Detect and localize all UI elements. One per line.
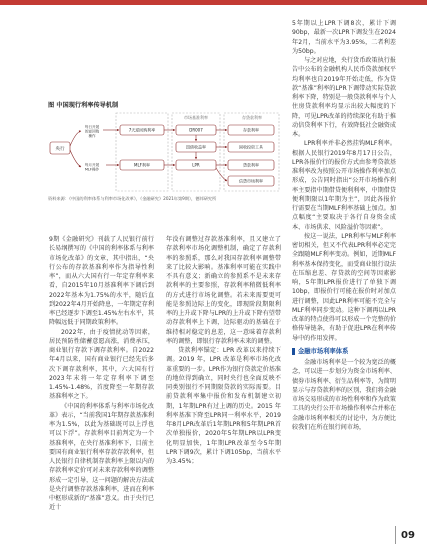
- paragraph: 与之对应地，央行货币政策执行报告中公布的金融机构人民币贷款加权平均利率也自2019年开始走低，作为贷款“基准”利率的LPR下调带动实际贷款利率下降，特别是一般贷款利率与个人住房贷款利率均显示出较大幅度的下降，可见LPR改革的持续深化有助于推动信贷利率下行，有效降低社会融资成本。: [292, 57, 396, 138]
- paragraph: 2022年，由于疫情扰动等因素，居民预防性储蓄意愿高涨，消费承压，商业银行存款下调存款利率。自2022年4月以来，国有商业银行已经先后多次下调存款利率，其中，六大国有行2023年末将一年定存利率下调至1.45%-1.48%，首度降至一年期存款基准利率之下。: [49, 328, 154, 401]
- figure-title: 图 中国现行利率传导机制: [48, 102, 119, 109]
- svg-text:的逆回购: 的逆回购: [84, 129, 100, 134]
- svg-text:固收投资工具: 固收投资工具: [239, 144, 263, 150]
- page-number-rule: [395, 526, 396, 544]
- page-number: 09: [401, 530, 415, 541]
- top-rule: [0, 0, 427, 5]
- reverse-repo-op-label: 每日开展: [84, 125, 100, 129]
- market-rates-header: 市场基准利率: [184, 115, 208, 120]
- rate-transmission-diagram: [48, 112, 281, 192]
- svg-text:国债收益率: 国债收益率: [186, 144, 206, 150]
- svg-text:DR007: DR007: [189, 127, 203, 133]
- text-column-1: [49, 235, 154, 513]
- paragraph: 按这一说法，LPR利率与MLF利率密切相关，但又不代表LPR利率必定完全跟随MLF利率变动。例如，近期MLF利率基本保持变化，而受商业银行设法在压缩息差、存贷款的空间等因素影响，5年期LPR报价进行了单独下调10bp，即报价行可能在报价时对加点进行调整，因此LPR利率可能不完全与MLF利率同步变动。这种下调再以LPR改革的特点使得可以形成一个完整的价格传导链条，有助于促进LPR在利率传导中的作用发挥。: [292, 232, 396, 342]
- paragraph: 年没有调整过存款基准利率，且又建立了存款利率市场化调整机制，确定了存款利率的参照系，那么对我国存款利率调整带来了比较大影响。基准利率可能在实践中不具有意义；新确立的参照系不是未来存款利率的主要参照，存款利率稍微低利率的方式进行市场化调整。若未来需要更可能是参照边际上的变化，即现阶段期限利率的上升或下降与LPR的上升或下降有望带动存款利率上下调，边际驱动的基础在于维持相对稳定的息差，这一意味着存款利率的调整，即银行存款利率未来的调整。: [166, 236, 281, 345]
- section-title: 金融市场利率体系: [298, 347, 349, 355]
- figure-caption: 资料来源：《中国的利率体系与利率市场化改革》，《金融研究》2021年第9期），德邦研究所: [48, 196, 217, 201]
- mlf-op-label: 每月开展: [84, 163, 100, 167]
- paragraph: 5年期以上LPR下调8次，累计下调90bp，最新一次LPR下调发生在2024年2月，当前水平为3.95%，二者利差为50bp。: [292, 20, 396, 55]
- svg-text:存款利率: 存款利率: [243, 127, 259, 133]
- region-policy-frame: [116, 113, 168, 191]
- text-column-3: [292, 19, 396, 432]
- svg-text:MLF操作: MLF操作: [84, 167, 100, 172]
- paragraph: LPR利率并非必然挂钩MLF利率。根据人民银行2019年8月17日公告，LPR各报价行的报价方式由参考贷款基准利率改为按照公开市场操作利率加点形成，公告同时指出“公开市场操作利率主要指中期借贷便利利率，中期借贷便利期限以1年期为主”，因此各报价行需要在当期MLF利率基础上加点。加点幅度“主要取决于各行自身资金成本、市场供求、风险溢价等因素”。: [292, 140, 396, 231]
- text-column-2: [166, 235, 281, 466]
- section-marker-icon: [292, 348, 295, 355]
- lending-rates-header: 存贷款利率: [242, 115, 262, 120]
- svg-text:央行: 央行: [55, 147, 65, 152]
- svg-text:MLF利率: MLF利率: [134, 162, 150, 168]
- paragraph: 《中国的利率体系与利率市场化改革》表示，“当前我国1年期存款基准利率为1.5%，以此为基础既可以上浮也可以下浮”。存款利率目前判定为一个基准利率，在央行基准利率下，目前主要国有商业银行利率存款存款利率，但人民银行自律机制存款利率上限以内的存款利率定价可对未来存款利率的调整形成一定引导，这一问题的解决方法或是央行调整存款基准利率，进而在利率中枢形成新的“基准”意义。由于央行已近十: [49, 402, 154, 512]
- paragraph: 9期《金融研究》刊载了人民银行前行长易纲撰写的《中国的利率体系与利率市场化改革》的文章，其中指出，“央行公布的存款基准利率作为指导性利率”，而从六大国有行一年定存利率来看，自2015年10月基准利率下调后到2022年基本为1.75%的水平，随后直到2022年4月开始降息，一年期定存利率已经逐步下调至1.45%左右水平，其降幅远低于同期政策利率。: [49, 236, 154, 327]
- svg-text:7天逆回购利率: 7天逆回购利率: [128, 127, 156, 133]
- svg-text:LPR: LPR: [192, 162, 200, 168]
- svg-text:操作: 操作: [88, 134, 96, 138]
- paragraph: 金融市场利率是一个较为宽泛的概念，可以进一步划分为资金市场利率、债券市场利率、衍生品利率等，为简明显示与存贷款利率的区别，我们将金融市场交易形成的市场性利率和作为政策工具的央行公开市场操作利率合并称在金融市场利率相关的讨论中，为方便比较我们在所在银行间市场，: [292, 359, 396, 431]
- svg-text:贷款利率: 贷款利率: [243, 162, 259, 168]
- svg-text:信贷市场利率: 信贷市场利率: [239, 178, 263, 184]
- paragraph: 贷款利率锚定：LPR 改革以来持续下调。2019 年，LPR 改革是利率市场化改革重要的一步。LPR作为银行贷款定价基准的地位得到确立，同时央行也全面反映不同类别银行不同期限贷款的实际需要。目前贷款利率集中报价和发布机制建立初期，1年期LPR有过上调的历史。2015 年利率基准下降至LPR同一利率水平，2019年8月LPR改革后1年期LPR和5年期LPR首次单独报价，2020年5年期LPR以LPR变化明显加快，1年期LPR改革至今5年期LPR下调9次，累计下调105bp，当前水平为3.45%；: [166, 347, 281, 465]
- section-heading: [292, 347, 396, 356]
